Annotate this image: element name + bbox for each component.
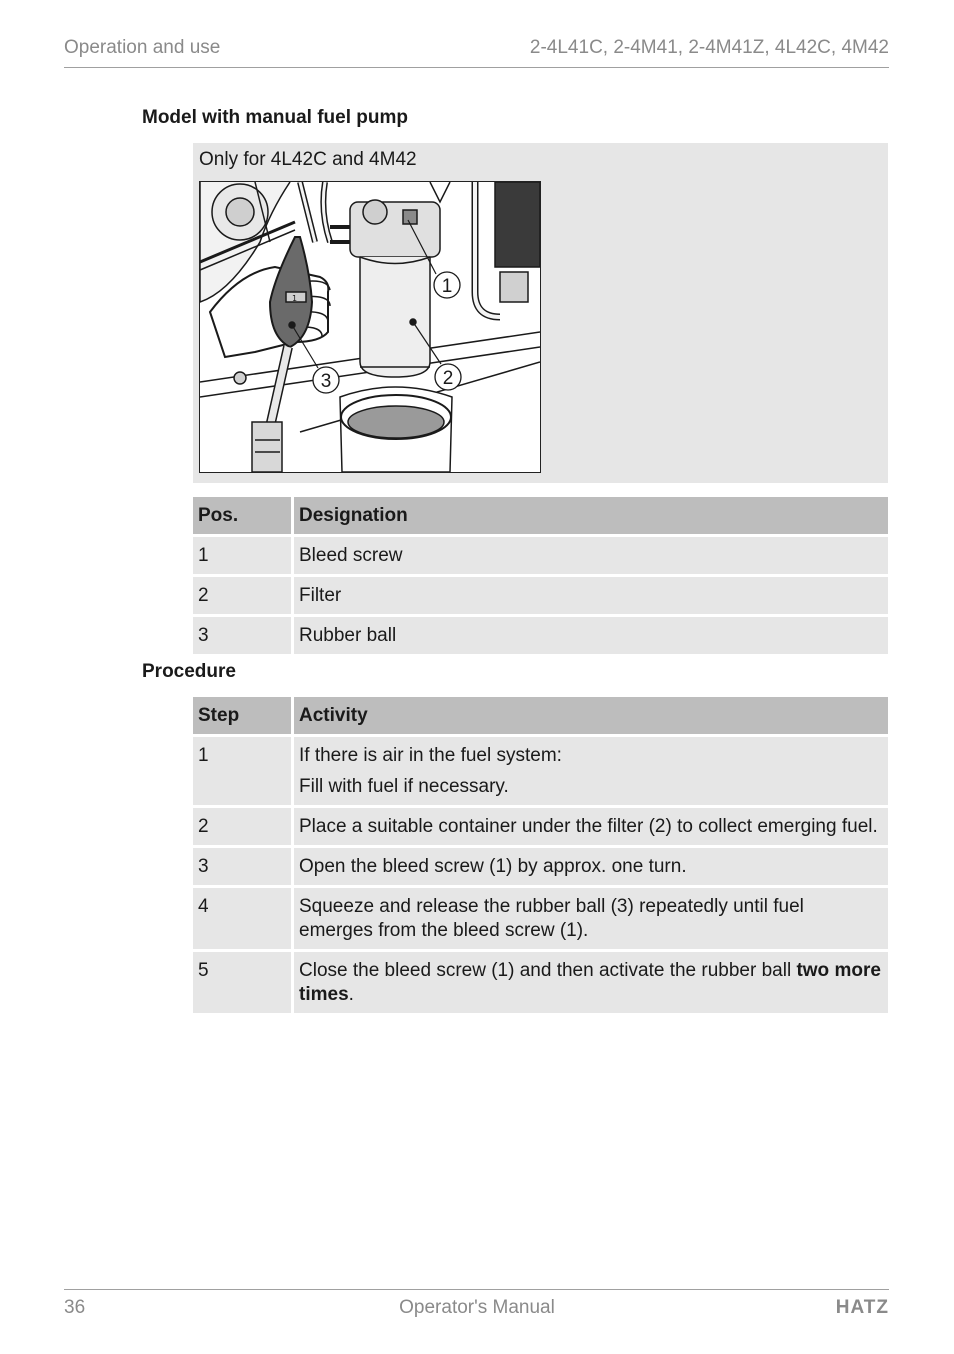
table-header-row	[193, 697, 888, 737]
table-row	[193, 952, 888, 1016]
header-divider	[64, 67, 889, 68]
designation-table	[193, 497, 888, 657]
activity-cell	[294, 952, 888, 1016]
designation-cell: Bleed screw	[294, 537, 888, 577]
table-row	[193, 737, 888, 808]
activity-emphasis: two more times	[299, 960, 881, 1005]
pos-cell: 1	[193, 537, 294, 577]
designation-cell: Rubber ball	[294, 617, 888, 657]
activity-cell: Place a suitable container under the filter (2) to collect emerging fuel.	[294, 808, 888, 848]
callout-1: 1	[441, 276, 453, 297]
activity-cell	[294, 737, 888, 808]
table-row	[193, 617, 888, 657]
procedure-heading: Procedure	[142, 661, 236, 682]
column-header-pos: Pos.	[193, 497, 294, 537]
designation-cell: Filter	[294, 577, 888, 617]
column-header-step: Step	[193, 697, 294, 737]
step-cell: 2	[193, 808, 294, 848]
procedure-table	[193, 697, 888, 1016]
activity-cell: Open the bleed screw (1) by approx. one turn.	[294, 848, 888, 888]
step-cell: 4	[193, 888, 294, 952]
callout-2: 2	[442, 368, 454, 389]
activity-line: Fill with fuel if necessary.	[299, 776, 509, 797]
activity-cell: Squeeze and release the rubber ball (3) repeatedly until fuel emerges from the bleed screw (1).	[294, 888, 888, 952]
pos-cell: 2	[193, 577, 294, 617]
activity-text-end: .	[348, 984, 354, 1005]
table-row	[193, 888, 888, 952]
header-section-title: Operation and use	[64, 37, 221, 58]
step-cell: 3	[193, 848, 294, 888]
footer-divider	[64, 1289, 889, 1290]
figure-panel	[193, 143, 888, 483]
activity-line: If there is air in the fuel system:	[299, 745, 562, 766]
callout-3: 3	[320, 371, 332, 392]
page-title: Model with manual fuel pump	[142, 107, 408, 128]
activity-text: Close the bleed screw (1) and then activate the rubber ball	[299, 960, 797, 981]
brand-logo: HATZ	[835, 1297, 889, 1318]
step-cell: 1	[193, 737, 294, 808]
header-model-list: 2-4L41C, 2-4M41, 2-4M41Z, 4L42C, 4M42	[529, 37, 889, 58]
table-row	[193, 577, 888, 617]
svg-text:1: 1	[292, 294, 298, 303]
fuel-pump-illustration	[199, 181, 541, 473]
table-row	[193, 808, 888, 848]
figure-caption: Only for 4L42C and 4M42	[199, 149, 417, 170]
footer-manual-title: Operator's Manual	[399, 1297, 555, 1318]
column-header-activity: Activity	[294, 697, 888, 737]
column-header-designation: Designation	[294, 497, 888, 537]
table-row	[193, 537, 888, 577]
step-cell: 5	[193, 952, 294, 1016]
table-header-row	[193, 497, 888, 537]
table-row	[193, 848, 888, 888]
pos-cell: 3	[193, 617, 294, 657]
page-number: 36	[64, 1297, 86, 1318]
